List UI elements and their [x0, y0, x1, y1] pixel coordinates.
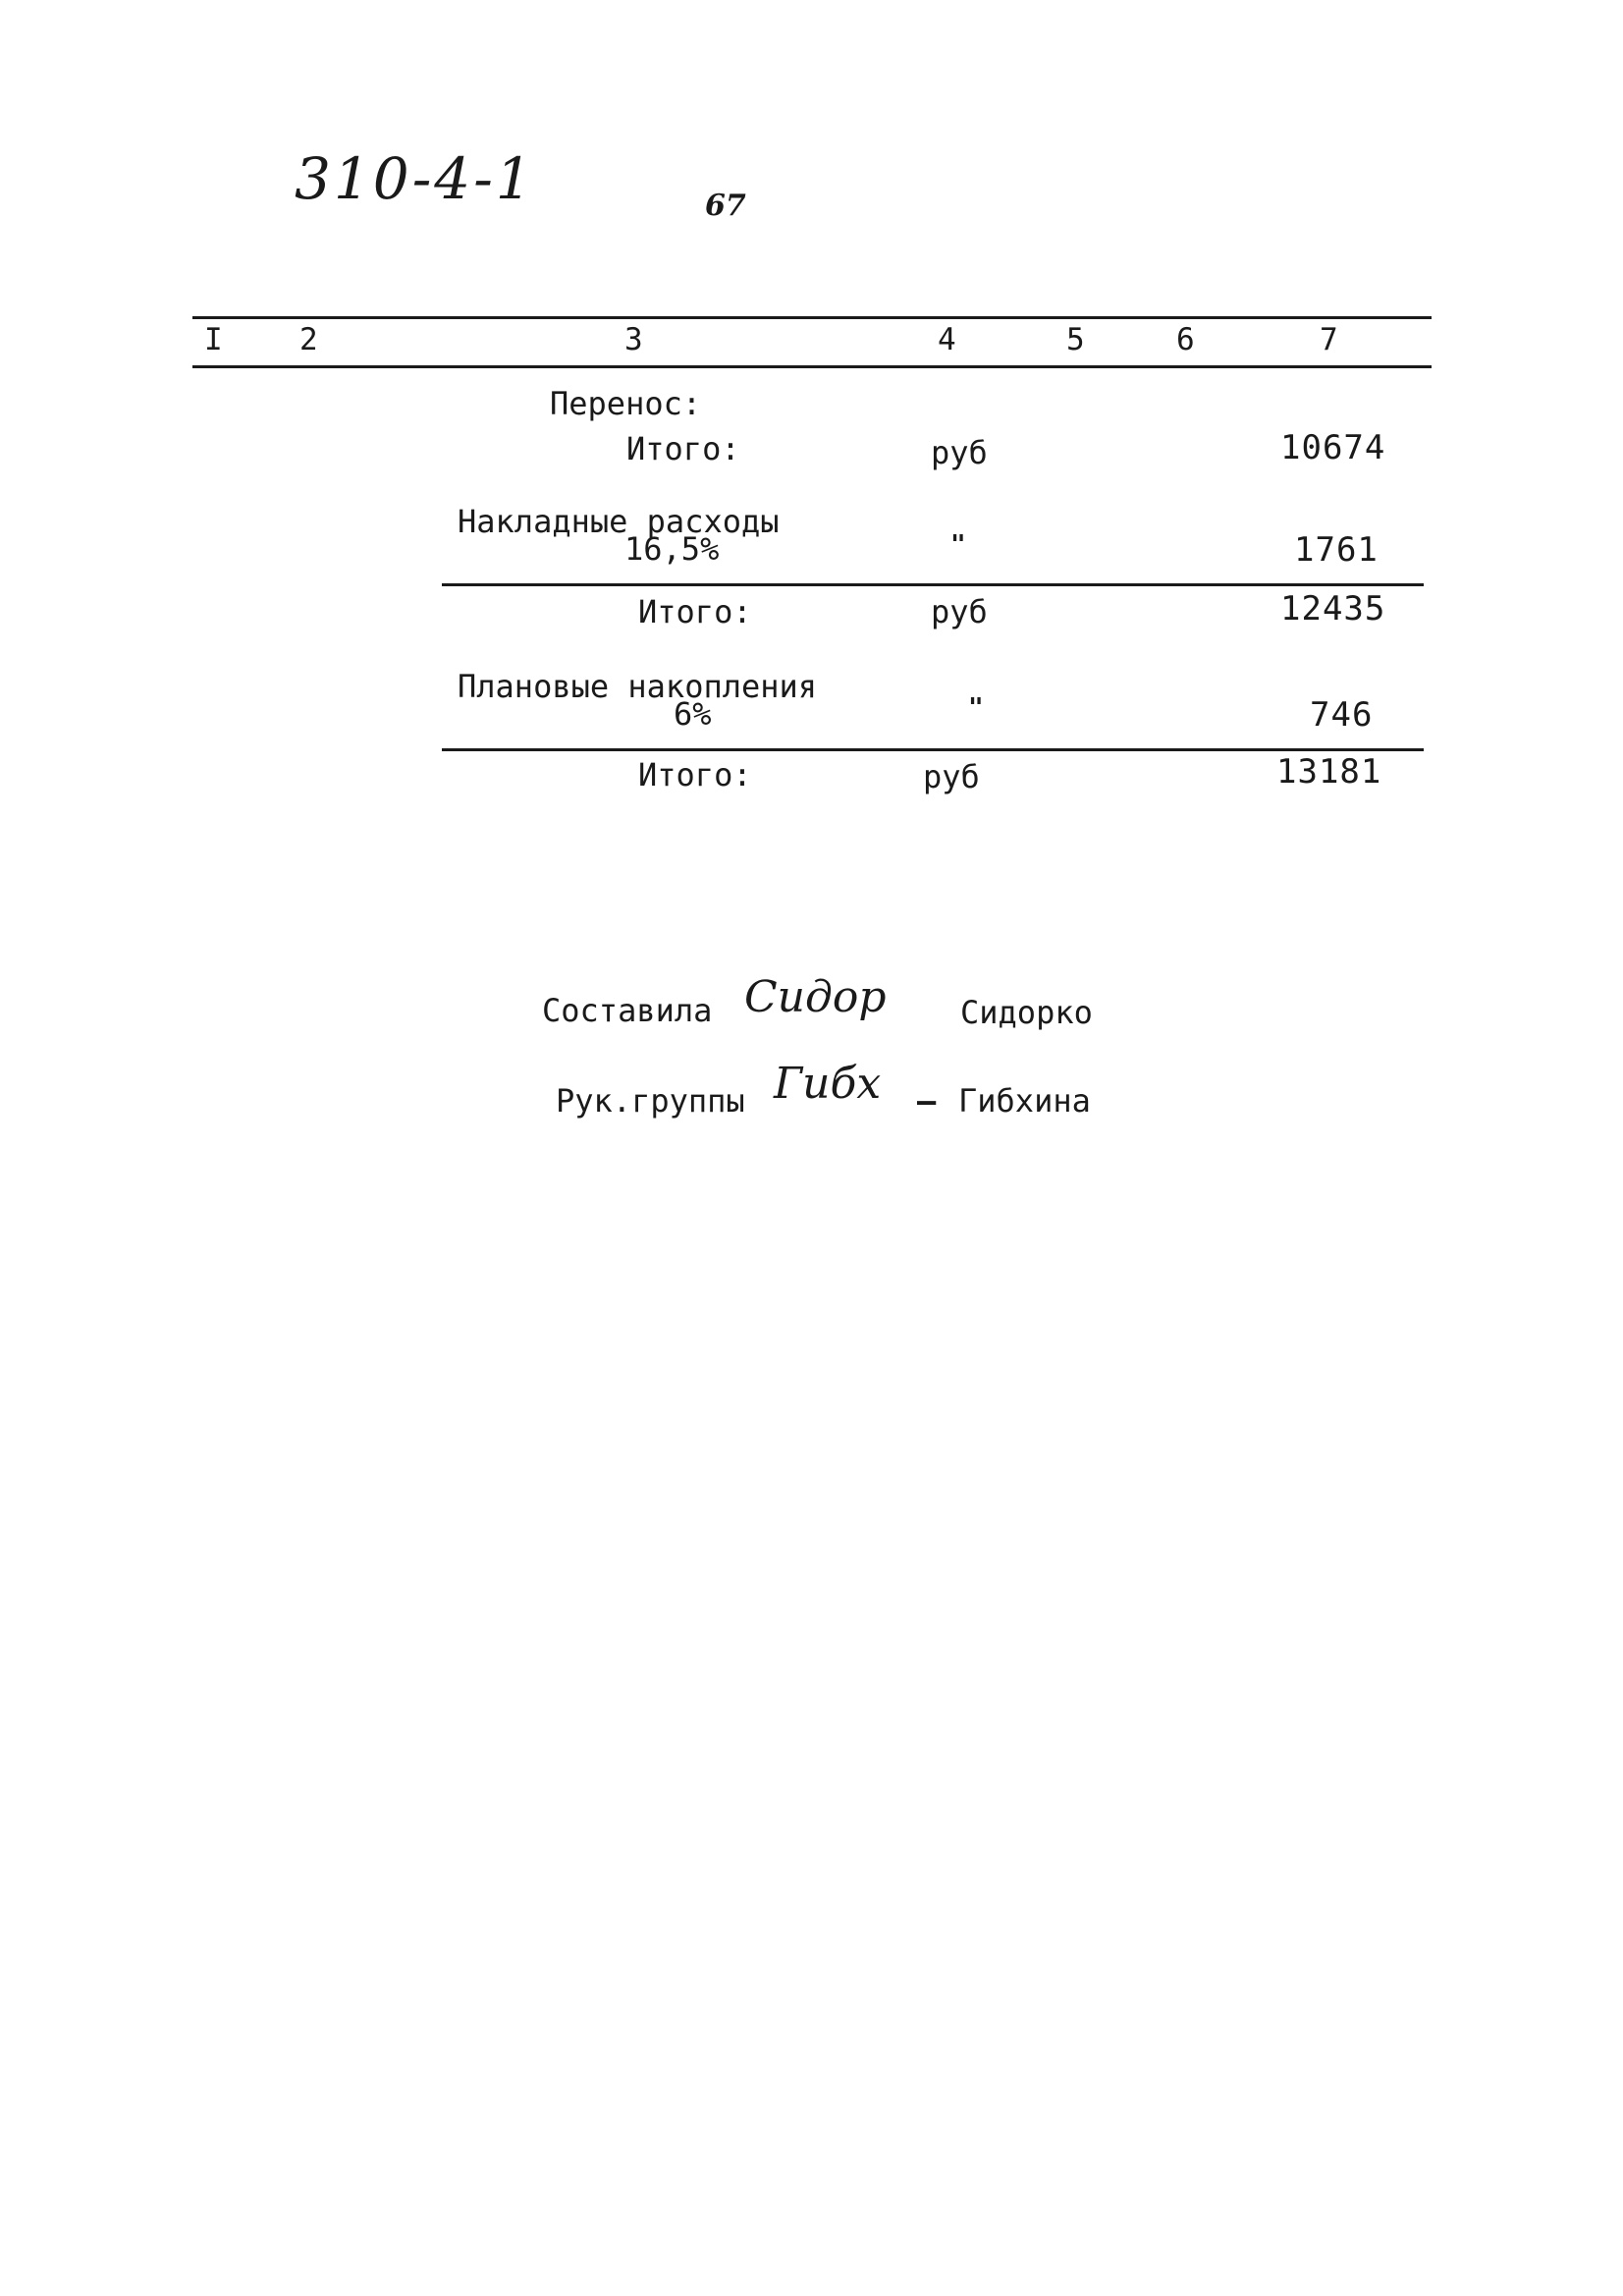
planned-savings-rate: 6% — [674, 695, 712, 733]
group-head-signature: Гибх — [774, 1059, 882, 1109]
transfer-label: Перенос: — [550, 385, 702, 422]
planned-savings-rule — [442, 748, 1424, 751]
overhead-rate: 16,5% — [624, 530, 720, 568]
planned-savings-value: 746 — [1310, 695, 1374, 735]
column-header-2: 2 — [299, 322, 318, 357]
total-unit: руб — [923, 758, 980, 795]
subtotal-value-1: 10674 — [1280, 428, 1386, 467]
column-header-3: 3 — [624, 322, 643, 357]
column-header-6: 6 — [1176, 322, 1195, 357]
compiled-by-label: Составила — [542, 992, 713, 1029]
overhead-unit-ditto: " — [950, 530, 966, 560]
table-top-rule — [192, 316, 1432, 319]
planned-savings-unit-ditto: " — [968, 693, 984, 723]
column-header-4: 4 — [938, 322, 956, 357]
table-header-rule — [192, 365, 1432, 368]
subtotal-label-1: Итого: — [626, 430, 740, 467]
group-head-dash: — — [917, 1082, 937, 1120]
subtotal-value-2: 12435 — [1280, 589, 1386, 629]
compiled-by-signature: Сидор — [744, 972, 887, 1022]
overhead-label: Накладные расходы — [458, 503, 780, 540]
planned-savings-label: Плановые накопления — [458, 668, 818, 705]
document-code: 310-4-1 — [295, 145, 535, 212]
compiled-by-name: Сидорко — [960, 994, 1093, 1031]
overhead-value: 1761 — [1294, 530, 1379, 570]
total-value: 13181 — [1276, 752, 1382, 792]
overhead-rule — [442, 583, 1424, 586]
subtotal-label-2: Итого: — [638, 593, 752, 630]
subtotal-unit-1: руб — [931, 434, 988, 471]
page-number: 67 — [705, 189, 746, 223]
group-head-name: Гибхина — [958, 1082, 1091, 1120]
column-header-1: I — [204, 322, 223, 357]
column-header-7: 7 — [1320, 322, 1338, 357]
subtotal-unit-2: руб — [931, 593, 988, 630]
total-label: Итого: — [638, 756, 752, 793]
group-head-label: Рук.группы — [556, 1082, 745, 1120]
column-header-5: 5 — [1066, 322, 1085, 357]
